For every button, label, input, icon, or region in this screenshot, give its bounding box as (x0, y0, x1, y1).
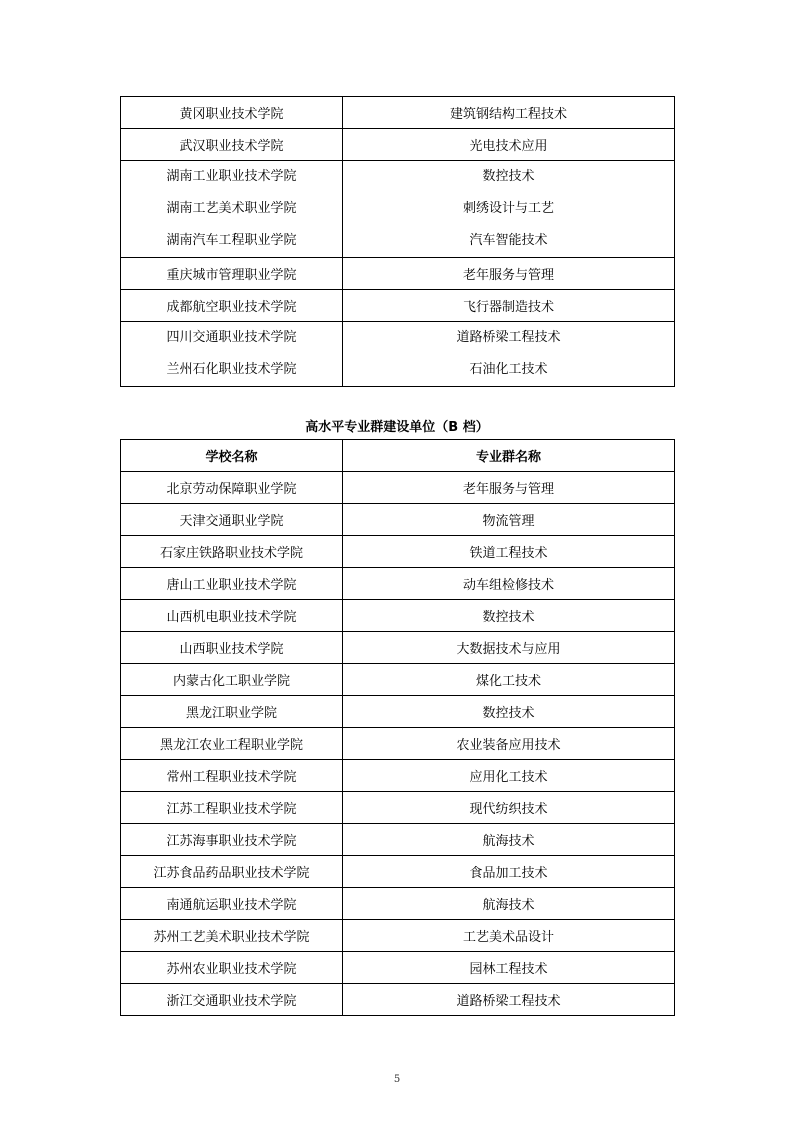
table-row (121, 696, 675, 728)
school-cell: 石家庄铁路职业技术学院 (121, 536, 343, 568)
b-tier-table-body (121, 472, 675, 1016)
school-cell: 天津交通职业学院 (121, 504, 343, 536)
table-header-row (121, 440, 675, 472)
school-cell: 成都航空职业技术学院 (121, 290, 343, 322)
school-cell: 重庆城市管理职业学院 (121, 258, 343, 290)
major-cell: 建筑钢结构工程技术 (343, 97, 675, 129)
school-line: 湖南汽车工程职业学院 (166, 233, 297, 248)
table-row (121, 504, 675, 536)
school-cell: 山西机电职业技术学院 (121, 600, 343, 632)
major-cell: 航海技术 (343, 824, 675, 856)
table-row (121, 664, 675, 696)
table-row (121, 632, 675, 664)
major-line: 石油化工技术 (469, 362, 548, 377)
school-line: 湖南工业职业技术学院 (166, 169, 297, 184)
page-number: 5 (393, 1074, 401, 1085)
major-cell: 光电技术应用 (343, 129, 675, 161)
table-row (121, 952, 675, 984)
school-cell: 北京劳动保障职业学院 (121, 472, 343, 504)
school-cell: 武汉职业技术学院 (121, 129, 343, 161)
major-line: 刺绣设计与工艺 (462, 201, 554, 216)
major-cell: 老年服务与管理 (343, 258, 675, 290)
school-cell: 唐山工业职业技术学院 (121, 568, 343, 600)
table-row (121, 600, 675, 632)
table-row (121, 322, 675, 387)
major-cell: 工艺美术品设计 (343, 920, 675, 952)
major-cell: 大数据技术与应用 (343, 632, 675, 664)
table-row (121, 97, 675, 129)
table-row (121, 728, 675, 760)
school-cell: 黑龙江农业工程职业学院 (121, 728, 343, 760)
table-row (121, 161, 675, 258)
major-cell: 老年服务与管理 (343, 472, 675, 504)
table-row (121, 920, 675, 952)
major-line: 数控技术 (482, 169, 535, 184)
major-cell: 铁道工程技术 (343, 536, 675, 568)
school-line: 四川交通职业技术学院 (166, 330, 297, 345)
school-cell: 南通航运职业技术学院 (121, 888, 343, 920)
major-line: 道路桥梁工程技术 (456, 330, 561, 345)
major-cell: 道路桥梁工程技术 (343, 984, 675, 1016)
major-line: 汽车智能技术 (469, 233, 548, 248)
table-row (121, 888, 675, 920)
school-cell: 江苏海事职业技术学院 (121, 824, 343, 856)
school-line: 湖南工艺美术职业学院 (166, 201, 297, 216)
table-row (121, 760, 675, 792)
continued-table (120, 96, 675, 387)
section-title: 高水平专业群建设单位（B 档） (305, 420, 489, 435)
major-cell: 航海技术 (343, 888, 675, 920)
major-cell: 现代纺织技术 (343, 792, 675, 824)
school-line: 兰州石化职业技术学院 (166, 362, 297, 377)
table-row (121, 984, 675, 1016)
table-row (121, 290, 675, 322)
school-cell: 江苏工程职业技术学院 (121, 792, 343, 824)
school-cell: 内蒙古化工职业学院 (121, 664, 343, 696)
table-row (121, 258, 675, 290)
major-cell: 数控技术 (343, 600, 675, 632)
school-column-header: 学校名称 (121, 440, 343, 472)
school-cell: 苏州农业职业技术学院 (121, 952, 343, 984)
major-cell: 动车组检修技术 (343, 568, 675, 600)
school-cell: 黑龙江职业学院 (121, 696, 343, 728)
major-cell: 数控技术 (343, 696, 675, 728)
school-cell: 浙江交通职业技术学院 (121, 984, 343, 1016)
school-cell (121, 322, 343, 387)
major-cell (343, 322, 675, 387)
table-row (121, 129, 675, 161)
major-cell (343, 161, 675, 258)
table-row (121, 472, 675, 504)
school-cell: 常州工程职业技术学院 (121, 760, 343, 792)
school-cell: 黄冈职业技术学院 (121, 97, 343, 129)
school-cell (121, 161, 343, 258)
major-cell: 物流管理 (343, 504, 675, 536)
major-column-header: 专业群名称 (343, 440, 675, 472)
school-cell: 山西职业技术学院 (121, 632, 343, 664)
major-cell: 食品加工技术 (343, 856, 675, 888)
major-cell: 应用化工技术 (343, 760, 675, 792)
table-row (121, 824, 675, 856)
major-cell: 农业装备应用技术 (343, 728, 675, 760)
school-cell: 江苏食品药品职业技术学院 (121, 856, 343, 888)
table-row (121, 568, 675, 600)
major-cell: 煤化工技术 (343, 664, 675, 696)
b-tier-table (120, 439, 675, 1016)
major-cell: 飞行器制造技术 (343, 290, 675, 322)
major-cell: 园林工程技术 (343, 952, 675, 984)
table-row (121, 792, 675, 824)
table-row (121, 856, 675, 888)
table-row (121, 536, 675, 568)
school-cell: 苏州工艺美术职业技术学院 (121, 920, 343, 952)
